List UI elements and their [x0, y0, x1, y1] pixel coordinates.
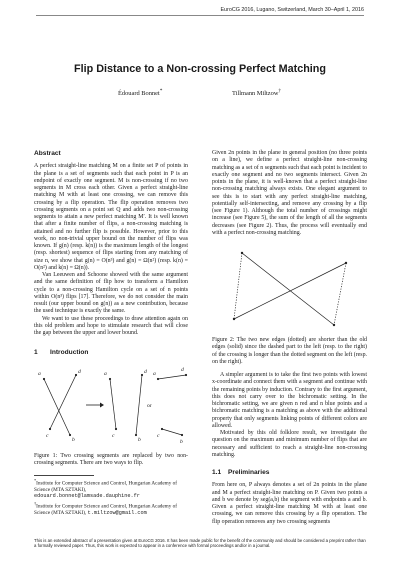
left-column — [34, 150, 188, 467]
fig1-p2-label-c: c — [112, 432, 115, 439]
author-1: Édouard Bonnet* — [118, 88, 163, 98]
fig1-label-c: c — [46, 432, 49, 439]
figure-1-caption: Figure 1: Two crossing segments are replaced by two non-crossing segments. There are two ways to flip. — [34, 452, 188, 466]
fig1-p3-label-c: c — [157, 432, 160, 439]
fig1-p2-label-b: b — [138, 436, 141, 443]
fig1-p2-label-d: d — [144, 368, 147, 375]
abstract-paragraph-1: A perfect straight-line matching M on a finite set P of points in the plane is a set of segments such that each point in P is an endpoint of exactly one segment. M is non-crossing if no two segments in M cross each other. Given a perfect straight-line matching M with at least one crossing, we can remove this crossing by a flip operation. The flip operation removes two crossing segments on a point set Q and adds two non-crossing segments to attain a new perfect matching M′. It is well known that after a finite number of flips, a non-crossing matching is attained and no further flip is possible. However, prior to this work, no non-trivial upper bound on the number of flips was known. If g(n) (resp. k(n)) is the maximum length of the longest (resp. shortest) sequence of flips starting from any matching of size n, we show that g(n) = O(n³) and g(n) = Ω(n²) (resp. k(n) = O(n²) and k(n) = Ω(n)). — [34, 163, 188, 271]
running-head: EuroCG 2016, Lugano, Switzerland, March 30–April 1, 2016 — [220, 7, 364, 13]
fig1-label-d: d — [78, 368, 81, 375]
paragraph-preliminaries: From here on, P always denotes a set of 2n points in the plane and M a perfect straight-line matching on P. Given two points a and b we denote by seg(a,b) the segment with endpoints a and b. Given a perfect straight-line matching M with at least one crossing, we can remove this crossing by a flip operation. The flip operation removes any two crossing segments — [212, 482, 367, 525]
paragraph-motivation: Motivated by this old folklore result, we investigate the question on the maximum and minimum number of flips that are necessary and sufficient to reach a straight-line non-crossing matching. — [212, 430, 367, 458]
footnotes — [34, 478, 188, 517]
fig1-label-b: b — [72, 436, 75, 443]
footnote-1: *Institute for Computer Science and Control, Hungarian Academy of Science (MTA SZTAKI), edouard.bonnet@lamsade.dauphine.fr — [34, 478, 177, 500]
figure-1-panel-flip-1 — [104, 369, 147, 443]
right-column — [212, 150, 367, 526]
fig1-label-or: or — [147, 402, 152, 409]
figure-1-arrow — [86, 402, 104, 407]
figure-1-panel-crossing — [38, 369, 81, 443]
figure-2-drawing — [212, 243, 367, 333]
abstract-paragraph-3: We want to use these proceedings to draw attention again on this old problem and hope to stimulate research that will close the gap between the upper and lower bound. — [34, 315, 188, 336]
header-rule — [36, 15, 364, 16]
footnote-rule — [34, 475, 94, 476]
intro-paragraph-1: Given 2n points in the plane in general position (no three points on a line), we define a perfect straight-line non-crossing matching as a set of n segments such that each point is incident to exactly one segment and no two segments intersect. Given 2n points in the plane, it is well-known that a perfect straight-line non-crossing matching always exists. One elegant argument to see this is to start with any perfect straight-line matching, potentially self-intersecting, and remove any crossing by a flip (see Figure 1). Although the total number of crossings might increase (see Figure 5), the sum of the length of all the segments decreases (see Figure 2). Thus, the process will eventually end with a perfect non-crossing matching. — [212, 150, 367, 236]
figure-1-panel-flip-2 — [153, 367, 187, 445]
section-heading-introduction: 1 Introduction — [34, 349, 89, 357]
subsection-heading-preliminaries: 1.1 Preliminaries — [212, 469, 270, 476]
fig1-p2-label-a: a — [104, 370, 107, 377]
footnote-1-email: edouard.bonnet@lamsade.dauphine.fr — [34, 493, 140, 500]
abstract-paragraph-2: Van Leeuwen and Schoone showed with the same argument and the same definition of flip how to transform a Hamilton cycle to a non-crossing Hamilton cycle on a set of n points within O(n³) flips [17]. Therefore, we do not consider the main result (our upper bound on g(n)) as a new contribution, because the used technique is exactly the same. — [34, 272, 188, 315]
fig1-p3-label-a: a — [153, 370, 156, 377]
figure-2-caption: Figure 2: The two new edges (dotted) are shorter than the old edges (solid) since the dashed part to the left (resp. to the right) of the crossing is longer than the dotted segment on the left (resp. on the right). — [212, 337, 367, 365]
footnote-2: †Institute for Computer Science and Control, Hungarian Academy of Science (MTA SZTAKI), t.miltzow@gmail.com — [34, 500, 177, 516]
bottom-note: This is an extended abstract of a presentation given at EuroCG 2016. It has been made public for the benefit of the community and should be considered a preprint rather than a formally reviewed paper. Thus, this work is expected to appear in a conference with formal proceedings and/or in a journal. — [34, 538, 366, 549]
fig1-label-a: a — [38, 370, 41, 377]
figure-1-drawing — [34, 363, 188, 451]
footnote-2-email: t.miltzow@gmail.com — [87, 509, 147, 516]
fig1-p3-label-d: d — [181, 366, 184, 373]
figure-1 — [34, 363, 188, 451]
author-2: Tillmann Miltzow† — [232, 88, 282, 98]
paper-title: Flip Distance to a Non-crossing Perfect Matching — [74, 63, 326, 75]
paragraph-simpler-argument: A simpler argument is to take the first two points with lowest x-coordinate and connect them with a segment and continue with the remaining points by induction. Contrary to the first argument, this does not carry over to the bichromatic setting. In the bichromatic setting, we are given n red and n blue points and a bichromatic matching is a matching as above with the additional property that only segments linking points of different colors are allowed. — [212, 372, 367, 429]
fig1-p3-label-b: b — [180, 438, 183, 445]
abstract-heading: Abstract — [34, 150, 61, 157]
figure-2 — [212, 243, 367, 333]
